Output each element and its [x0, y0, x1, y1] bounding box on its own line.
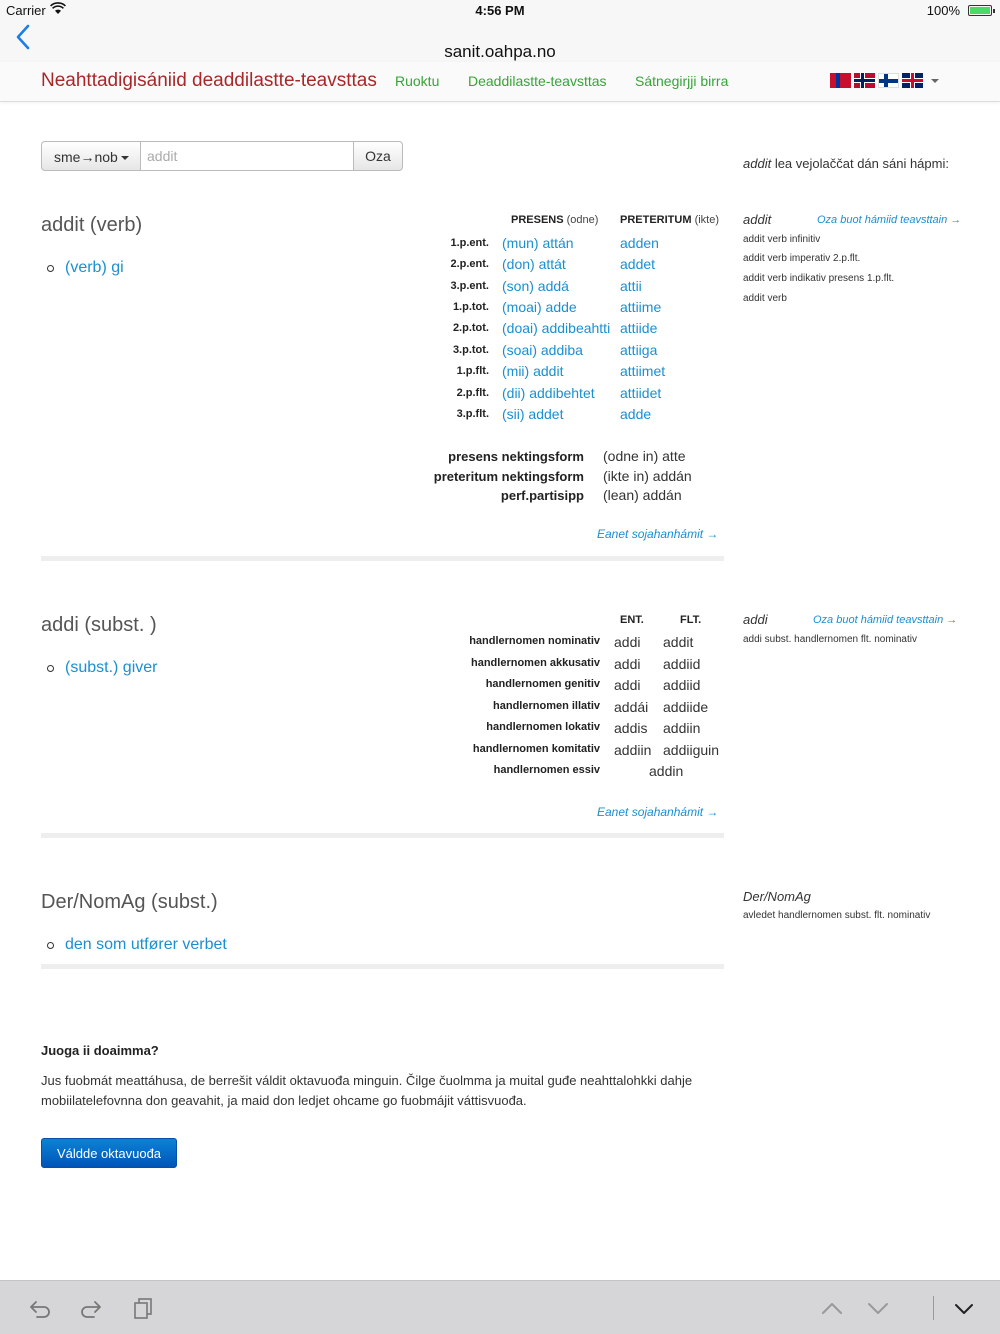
preteritum-form-link[interactable]: attiidet — [620, 385, 662, 401]
finland-flag-icon[interactable] — [878, 73, 899, 88]
negation-value: (odne in) atte — [603, 448, 686, 464]
analysis-line: addit verb indikativ presens 1.p.flt. — [743, 273, 895, 284]
header-preteritum: PRETERITUM (ikte) — [620, 214, 720, 226]
presens-form-link[interactable]: (mii) addit — [502, 363, 564, 379]
url-bar[interactable]: sanit.oahpa.no — [444, 42, 556, 61]
feedback-text: Jus fuobmát meattáhusa, de berrešit váldit oktavuođa minguin. Čilge čuolmma ja muital guđe neahttalohkki dahje mobiilatelefovnna don geavahit, ja maid don ledjet ohcame go fuobmájit váttisvuođa. — [41, 1073, 693, 1108]
essiv-form: addin — [649, 763, 684, 779]
clipboard-icon[interactable] — [131, 1296, 157, 1320]
norway-flag-icon[interactable] — [854, 73, 875, 88]
language-pair-label: sme→nob — [54, 149, 118, 165]
case-label: handlernomen nominativ — [469, 635, 600, 647]
case-label: handlernomen akkusativ — [471, 657, 600, 669]
presens-form-link[interactable]: (son) addá — [502, 278, 569, 294]
status-time: 4:56 PM — [475, 3, 525, 18]
plural-form: addiin — [663, 720, 701, 736]
browser-chrome — [0, 0, 1000, 62]
plural-form: addiid — [663, 656, 701, 672]
case-label: handlernomen komitativ — [472, 743, 600, 755]
singular-form: addis — [614, 720, 648, 736]
case-label: handlernomen essiv — [493, 764, 600, 776]
preteritum-form-link[interactable]: attiide — [620, 320, 658, 336]
language-pair-select[interactable] — [41, 141, 141, 171]
plural-form: addit — [663, 634, 694, 650]
preteritum-form-link[interactable]: attiime — [620, 299, 662, 315]
preteritum-form-link[interactable]: attiimet — [620, 363, 666, 379]
search-button[interactable]: Oza — [353, 141, 403, 171]
person-label: 1.p.flt. — [456, 365, 489, 377]
presens-form-link[interactable]: (don) attát — [502, 256, 566, 272]
plural-form: addiid — [663, 677, 701, 693]
case-label: handlernomen genitiv — [485, 678, 600, 690]
singular-form: addi — [614, 634, 641, 650]
analysis-line: addi subst. handlernomen flt. nominativ — [743, 634, 917, 645]
analysis-line: addit verb imperativ 2.p.flt. — [743, 253, 861, 264]
preteritum-form-link[interactable]: adde — [620, 406, 652, 422]
participle-label: perf.partisipp — [500, 488, 584, 503]
section-divider — [41, 833, 724, 838]
side-word: Der/NomAg — [743, 889, 811, 904]
header-ent: ENT. — [620, 614, 644, 626]
singular-form: addái — [614, 699, 649, 715]
nav-link-deaddilastte-teavsttas[interactable]: Deaddilastte-teavsttas — [468, 73, 607, 89]
person-label: 2.p.flt. — [456, 387, 489, 399]
analysis-line: addit verb infinitiv — [743, 234, 821, 245]
section-divider — [41, 556, 724, 561]
toolbar-separator — [933, 1296, 934, 1320]
language-dropdown-caret-icon[interactable] — [931, 79, 939, 83]
analysis-line: avledet handlernomen subst. flt. nominativ — [743, 910, 931, 921]
case-label: handlernomen lokativ — [486, 721, 600, 733]
chevron-down-icon[interactable] — [865, 1296, 891, 1320]
negation-value: (ikte in) addán — [603, 468, 692, 484]
entry-title: addit (verb) — [41, 214, 143, 236]
meaning-text: (subst.) giver — [65, 659, 158, 676]
search-all-forms-link[interactable]: Oza buot hámiid teavsttain → — [817, 214, 962, 226]
keyboard-toolbar — [0, 1280, 1000, 1334]
nav-link-satnegirjji-birra[interactable]: Sátnegirjji birra — [635, 73, 729, 89]
meaning-link[interactable] — [47, 936, 227, 954]
undo-icon[interactable] — [26, 1296, 52, 1320]
presens-form-link[interactable]: (soai) addiba — [502, 342, 583, 358]
meaning-text: den som utfører verbet — [65, 936, 227, 953]
side-word: addi — [743, 612, 768, 627]
preteritum-form-link[interactable]: attii — [620, 278, 642, 294]
more-forms-link[interactable]: Eanet sojahanhámit → — [597, 805, 719, 819]
header-flt: FLT. — [680, 614, 702, 626]
plural-form: addiiguin — [663, 742, 720, 758]
meaning-text: (verb) gi — [65, 259, 124, 276]
person-label: 2.p.tot. — [452, 322, 489, 334]
participle-value: (lean) addán — [603, 487, 682, 503]
uk-flag-icon[interactable] — [902, 73, 923, 88]
case-label: handlernomen illativ — [493, 700, 600, 712]
carrier-label: Carrier — [6, 3, 46, 18]
person-label: 3.p.ent. — [450, 280, 489, 292]
presens-form-link[interactable]: (sii) addet — [502, 406, 564, 422]
meaning-link[interactable] — [47, 259, 124, 277]
search-note-word: addit — [743, 156, 772, 171]
plural-form: addiide — [663, 699, 709, 715]
chevron-up-icon[interactable] — [819, 1296, 845, 1320]
more-forms-link[interactable]: Eanet sojahanhámit → — [597, 527, 719, 541]
caret-down-icon — [121, 156, 129, 160]
preteritum-form-link[interactable]: adden — [620, 235, 659, 251]
negation-label: preteritum nektingsform — [433, 469, 584, 484]
status-bar — [0, 3, 1000, 19]
presens-form-link[interactable]: (dii) addibehtet — [502, 385, 595, 401]
bullet-icon — [47, 942, 54, 949]
search-all-forms-link[interactable]: Oza buot hámiid teavsttain → — [813, 614, 958, 626]
preteritum-form-link[interactable]: addet — [620, 256, 656, 272]
person-label: 1.p.tot. — [452, 301, 489, 313]
site-brand[interactable]: Neahttadigisániid deaddilastte-teavsttas — [41, 70, 377, 91]
redo-icon[interactable] — [79, 1296, 105, 1320]
singular-form: addi — [614, 656, 641, 672]
header-presens: PRESENS (odne) — [511, 214, 599, 226]
site-navbar — [0, 62, 1000, 102]
analysis-line: addit verb — [743, 293, 787, 304]
bullet-icon — [47, 265, 54, 272]
contact-button[interactable]: Váldde oktavuođa — [41, 1138, 177, 1168]
entry-title: Der/NomAg (subst.) — [41, 891, 218, 913]
section-divider — [41, 964, 724, 969]
feedback-title: Juoga ii doaimma? — [41, 1043, 159, 1058]
presens-form-link[interactable]: (moai) adde — [502, 299, 577, 315]
singular-form: addi — [614, 677, 641, 693]
negation-label: presens nektingsform — [448, 449, 584, 464]
presens-form-link[interactable]: (doai) addibeahtti — [502, 320, 611, 336]
entry-title: addi (subst. ) — [41, 614, 157, 636]
bullet-icon — [47, 665, 54, 672]
preteritum-form-link[interactable]: attiiga — [620, 342, 658, 358]
battery-icon — [968, 5, 992, 16]
nav-link-ruoktu[interactable]: Ruoktu — [395, 73, 440, 89]
search-note-text: lea vejolaččat dán sáni hápmi: — [771, 156, 949, 171]
search-note — [743, 156, 949, 171]
meaning-link[interactable] — [47, 659, 157, 677]
person-label: 3.p.tot. — [452, 344, 489, 356]
person-label: 3.p.flt. — [456, 408, 489, 420]
side-word: addit — [743, 212, 772, 227]
search-input[interactable] — [140, 141, 354, 171]
battery-percent: 100% — [926, 3, 960, 18]
language-flags — [830, 73, 939, 88]
person-label: 1.p.ent. — [450, 237, 489, 249]
hide-keyboard-icon[interactable] — [951, 1296, 977, 1320]
sami-flag-icon[interactable] — [830, 73, 851, 88]
person-label: 2.p.ent. — [450, 258, 489, 270]
presens-form-link[interactable]: (mun) attán — [502, 235, 574, 251]
singular-form: addiin — [614, 742, 652, 758]
